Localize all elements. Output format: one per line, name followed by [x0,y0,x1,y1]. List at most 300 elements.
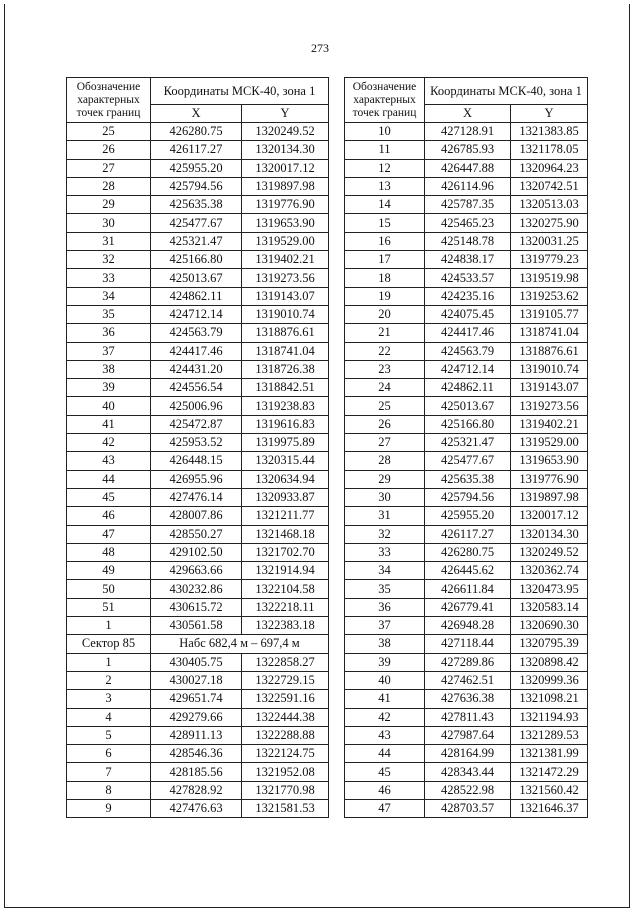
point-id-cell: 18 [345,269,425,287]
y-coordinate-cell: 1322218.11 [242,598,329,616]
table-row [345,251,588,269]
y-coordinate-cell: 1319529.00 [511,434,588,452]
table-row [345,415,588,433]
table-row [67,799,329,817]
point-id-cell: 15 [345,214,425,232]
x-coordinate-cell: 426948.28 [425,617,511,635]
x-coordinate-cell: 428343.44 [425,763,511,781]
point-id-cell: 43 [67,452,151,470]
y-coordinate-cell: 1320362.74 [511,562,588,580]
x-coordinate-cell: 425148.78 [425,232,511,250]
point-id-cell: 7 [67,763,151,781]
y-coordinate-cell: 1319616.83 [242,415,329,433]
y-coordinate-cell: 1321178.05 [511,141,588,159]
y-coordinate-cell: 1320742.51 [511,177,588,195]
point-id-cell: 46 [67,507,151,525]
y-coordinate-cell: 1319975.89 [242,434,329,452]
y-coordinate-cell: 1319238.83 [242,397,329,415]
table-row [345,305,588,323]
point-id-cell: 36 [67,324,151,342]
point-id-cell: 32 [345,525,425,543]
table-row [345,598,588,616]
point-id-cell: 27 [67,159,151,177]
table-row [345,799,588,817]
point-id-cell: 8 [67,781,151,799]
y-coordinate-cell: 1320513.03 [511,196,588,214]
y-coordinate-cell: 1321383.85 [511,123,588,141]
table-row [67,543,329,561]
page-number: 273 [311,41,329,55]
y-coordinate-cell: 1318741.04 [511,324,588,342]
point-id-cell: 9 [67,799,151,817]
coordinates-table-right [344,77,588,818]
x-coordinate-cell: 428007.86 [151,507,242,525]
x-coordinate-cell: 427987.64 [425,726,511,744]
y-coordinate-cell: 1321194.93 [511,708,588,726]
point-id-cell: 25 [67,123,151,141]
point-id-cell: 28 [345,452,425,470]
x-coordinate-cell: 425955.20 [151,159,242,177]
point-id-cell: 20 [345,305,425,323]
table-row [67,141,329,159]
y-coordinate-cell: 1321581.53 [242,799,329,817]
x-coordinate-cell: 424075.45 [425,305,511,323]
y-coordinate-cell: 1321468.18 [242,525,329,543]
point-id-cell: 33 [345,543,425,561]
y-coordinate-cell: 1321702.70 [242,543,329,561]
y-coordinate-cell: 1320249.52 [511,543,588,561]
point-id-cell: 50 [67,580,151,598]
x-coordinate-cell: 428546.36 [151,745,242,763]
x-coordinate-cell: 426114.96 [425,177,511,195]
x-coordinate-cell: 424563.79 [151,324,242,342]
x-coordinate-cell: 429102.50 [151,543,242,561]
point-id-cell: 47 [345,799,425,817]
table-row [345,470,588,488]
table-row [67,232,329,250]
point-id-cell: 5 [67,726,151,744]
sector-row [67,635,329,653]
point-id-cell: 24 [345,379,425,397]
table-row [67,525,329,543]
table-row [345,397,588,415]
point-id-cell: 29 [67,196,151,214]
x-coordinate-cell: 425635.38 [151,196,242,214]
y-coordinate-cell: 1322729.15 [242,671,329,689]
x-coordinate-cell: 430405.75 [151,653,242,671]
x-coordinate-cell: 426280.75 [151,123,242,141]
point-id-cell: 40 [67,397,151,415]
x-coordinate-cell: 427462.51 [425,671,511,689]
table-row [345,177,588,195]
x-coordinate-cell: 430027.18 [151,671,242,689]
point-id-cell: 32 [67,251,151,269]
point-id-cell: 44 [67,470,151,488]
y-coordinate-cell: 1319402.21 [242,251,329,269]
x-coordinate-cell: 425477.67 [425,452,511,470]
table-row [67,360,329,378]
y-coordinate-cell: 1321472.29 [511,763,588,781]
x-coordinate-cell: 428550.27 [151,525,242,543]
y-coordinate-cell: 1319897.98 [511,488,588,506]
table-row [345,159,588,177]
table-row [345,269,588,287]
y-coordinate-cell: 1319273.56 [511,397,588,415]
point-id-cell: 39 [345,653,425,671]
x-coordinate-cell: 430615.72 [151,598,242,616]
table-row [67,507,329,525]
point-id-cell: 35 [345,580,425,598]
y-coordinate-cell: 1322288.88 [242,726,329,744]
y-coordinate-cell: 1319653.90 [511,452,588,470]
table-row [345,196,588,214]
y-coordinate-cell: 1322383.18 [242,617,329,635]
table-row [67,287,329,305]
table-row [345,360,588,378]
y-coordinate-cell: 1318876.61 [242,324,329,342]
table-row [345,562,588,580]
y-coordinate-cell: 1322591.16 [242,690,329,708]
x-coordinate-cell: 426117.27 [151,141,242,159]
table-row [67,452,329,470]
x-coordinate-cell: 428911.13 [151,726,242,744]
y-coordinate-cell: 1319402.21 [511,415,588,433]
point-id-cell: 34 [67,287,151,305]
table-row [345,488,588,506]
y-coordinate-cell: 1321289.53 [511,726,588,744]
table-row [67,123,329,141]
designation-header: Обозначение характерных точек границ [67,78,151,123]
point-id-cell: 2 [67,671,151,689]
y-coordinate-cell: 1320634.94 [242,470,329,488]
table-row [67,324,329,342]
point-id-cell: 1 [67,653,151,671]
y-coordinate-cell: 1320473.95 [511,580,588,598]
x-coordinate-cell: 425321.47 [425,434,511,452]
table-row [345,580,588,598]
x-coordinate-cell: 425794.56 [151,177,242,195]
x-coordinate-cell: 424712.14 [425,360,511,378]
point-id-cell: 48 [67,543,151,561]
table-row [67,159,329,177]
point-id-cell: 51 [67,598,151,616]
point-id-cell: 41 [345,690,425,708]
x-coordinate-cell: 430561.58 [151,617,242,635]
point-id-cell: 26 [67,141,151,159]
table-row [345,525,588,543]
x-coordinate-cell: 424417.46 [151,342,242,360]
x-coordinate-cell: 425477.67 [151,214,242,232]
point-id-cell: 39 [67,379,151,397]
point-id-cell: 4 [67,708,151,726]
x-coordinate-cell: 426447.88 [425,159,511,177]
y-coordinate-cell: 1318726.38 [242,360,329,378]
x-coordinate-cell: 426445.62 [425,562,511,580]
y-coordinate-cell: 1320933.87 [242,488,329,506]
x-coordinate-cell: 424533.57 [425,269,511,287]
x-coordinate-cell: 428164.99 [425,745,511,763]
y-coordinate-cell: 1319653.90 [242,214,329,232]
table-row [67,196,329,214]
x-coordinate-cell: 424417.46 [425,324,511,342]
point-id-cell: 38 [345,635,425,653]
table-row [67,251,329,269]
table-row [345,671,588,689]
table-row [67,397,329,415]
y-coordinate-cell: 1322444.38 [242,708,329,726]
y-coordinate-cell: 1320134.30 [242,141,329,159]
y-coordinate-cell: 1319519.98 [511,269,588,287]
point-id-cell: 26 [345,415,425,433]
x-coordinate-cell: 424712.14 [151,305,242,323]
designation-header: Обозначение характерных точек границ [345,78,425,123]
point-id-cell: 10 [345,123,425,141]
table-row [345,141,588,159]
x-coordinate-cell: 425013.67 [425,397,511,415]
y-coordinate-cell: 1321211.77 [242,507,329,525]
x-coordinate-cell: 428522.98 [425,781,511,799]
x-coordinate-cell: 426448.15 [151,452,242,470]
y-coordinate-cell: 1319776.90 [511,470,588,488]
x-coordinate-cell: 426280.75 [425,543,511,561]
table-row [345,635,588,653]
table-row [67,598,329,616]
y-coordinate-cell: 1320275.90 [511,214,588,232]
table-row [67,617,329,635]
table-row [345,690,588,708]
table-row [345,434,588,452]
table-row [345,232,588,250]
coordinates-header: Координаты МСК-40, зона 1 [425,78,588,105]
point-id-cell: 45 [67,488,151,506]
x-column-header: X [151,105,242,123]
y-coordinate-cell: 1318741.04 [242,342,329,360]
sector-height-range: Набс 682,4 м – 697,4 м [151,635,329,653]
y-coordinate-cell: 1319776.90 [242,196,329,214]
x-coordinate-cell: 429663.66 [151,562,242,580]
point-id-cell: 22 [345,342,425,360]
point-id-cell: 45 [345,763,425,781]
x-coordinate-cell: 427128.91 [425,123,511,141]
x-coordinate-cell: 427118.44 [425,635,511,653]
y-coordinate-cell: 1319010.74 [511,360,588,378]
y-coordinate-cell: 1319010.74 [242,305,329,323]
table-row [67,342,329,360]
point-id-cell: 41 [67,415,151,433]
point-id-cell: 30 [345,488,425,506]
y-coordinate-cell: 1322104.58 [242,580,329,598]
y-coordinate-cell: 1320017.12 [242,159,329,177]
point-id-cell: 44 [345,745,425,763]
y-coordinate-cell: 1320134.30 [511,525,588,543]
x-coordinate-cell: 425006.96 [151,397,242,415]
y-coordinate-cell: 1322858.27 [242,653,329,671]
x-coordinate-cell: 425321.47 [151,232,242,250]
coordinates-header: Координаты МСК-40, зона 1 [151,78,329,105]
y-coordinate-cell: 1320583.14 [511,598,588,616]
table-row [345,123,588,141]
y-coordinate-cell: 1319143.07 [511,379,588,397]
table-row [345,708,588,726]
table-row [345,287,588,305]
table-row [67,305,329,323]
x-coordinate-cell: 424556.54 [151,379,242,397]
point-id-cell: 38 [67,360,151,378]
y-coordinate-cell: 1321914.94 [242,562,329,580]
point-id-cell: 37 [345,617,425,635]
table-row [345,726,588,744]
table-row [345,507,588,525]
y-coordinate-cell: 1320249.52 [242,123,329,141]
point-id-cell: 30 [67,214,151,232]
y-coordinate-cell: 1321560.42 [511,781,588,799]
x-coordinate-cell: 427476.63 [151,799,242,817]
x-coordinate-cell: 426955.96 [151,470,242,488]
point-id-cell: 31 [345,507,425,525]
y-coordinate-cell: 1318842.51 [242,379,329,397]
y-coordinate-cell: 1319529.00 [242,232,329,250]
x-coordinate-cell: 425953.52 [151,434,242,452]
x-coordinate-cell: 424235.16 [425,287,511,305]
table-row [345,543,588,561]
y-coordinate-cell: 1321770.98 [242,781,329,799]
point-id-cell: 14 [345,196,425,214]
x-column-header: X [425,105,511,123]
point-id-cell: 27 [345,434,425,452]
table-row [67,580,329,598]
right-rows [345,123,588,818]
point-id-cell: 13 [345,177,425,195]
table-row [345,781,588,799]
x-coordinate-cell: 425166.80 [151,251,242,269]
y-coordinate-cell: 1321646.37 [511,799,588,817]
table-row [67,379,329,397]
x-coordinate-cell: 429279.66 [151,708,242,726]
point-id-cell: 49 [67,562,151,580]
x-coordinate-cell: 426785.93 [425,141,511,159]
y-coordinate-cell: 1319273.56 [242,269,329,287]
y-coordinate-cell: 1321381.99 [511,745,588,763]
y-coordinate-cell: 1322124.75 [242,745,329,763]
x-coordinate-cell: 426117.27 [425,525,511,543]
point-id-cell: 37 [67,342,151,360]
point-id-cell: 1 [67,617,151,635]
y-coordinate-cell: 1320315.44 [242,452,329,470]
y-coordinate-cell: 1320031.25 [511,232,588,250]
table-row [67,745,329,763]
left-rows-part2 [67,653,329,818]
point-id-cell: 29 [345,470,425,488]
table-row [67,177,329,195]
point-id-cell: 42 [67,434,151,452]
x-coordinate-cell: 427476.14 [151,488,242,506]
table-row [67,269,329,287]
table-row [345,617,588,635]
point-id-cell: 3 [67,690,151,708]
y-coordinate-cell: 1320017.12 [511,507,588,525]
point-id-cell: 17 [345,251,425,269]
table-row [345,745,588,763]
x-coordinate-cell: 425472.87 [151,415,242,433]
y-coordinate-cell: 1319779.23 [511,251,588,269]
y-coordinate-cell: 1320690.30 [511,617,588,635]
point-id-cell: 34 [345,562,425,580]
table-row [345,342,588,360]
x-coordinate-cell: 427811.43 [425,708,511,726]
table-row [345,763,588,781]
y-coordinate-cell: 1320964.23 [511,159,588,177]
point-id-cell: 6 [67,745,151,763]
table-row [345,653,588,671]
x-coordinate-cell: 427636.38 [425,690,511,708]
table-row [67,562,329,580]
point-id-cell: 31 [67,232,151,250]
y-coordinate-cell: 1318876.61 [511,342,588,360]
y-coordinate-cell: 1321952.08 [242,763,329,781]
point-id-cell: 42 [345,708,425,726]
sector-label: Сектор 85 [67,635,151,653]
x-coordinate-cell: 425794.56 [425,488,511,506]
x-coordinate-cell: 424563.79 [425,342,511,360]
x-coordinate-cell: 425955.20 [425,507,511,525]
point-id-cell: 43 [345,726,425,744]
x-coordinate-cell: 428185.56 [151,763,242,781]
x-coordinate-cell: 425166.80 [425,415,511,433]
table-row [345,452,588,470]
point-id-cell: 19 [345,287,425,305]
point-id-cell: 23 [345,360,425,378]
x-coordinate-cell: 426611.84 [425,580,511,598]
x-coordinate-cell: 428703.57 [425,799,511,817]
table-row [67,726,329,744]
y-coordinate-cell: 1321098.21 [511,690,588,708]
y-coordinate-cell: 1319143.07 [242,287,329,305]
x-coordinate-cell: 424862.11 [151,287,242,305]
point-id-cell: 35 [67,305,151,323]
point-id-cell: 12 [345,159,425,177]
table-row [345,214,588,232]
left-rows-part1 [67,123,329,635]
point-id-cell: 25 [345,397,425,415]
point-id-cell: 21 [345,324,425,342]
x-coordinate-cell: 427289.86 [425,653,511,671]
point-id-cell: 16 [345,232,425,250]
y-coordinate-cell: 1320795.39 [511,635,588,653]
table-row [345,324,588,342]
x-coordinate-cell: 429651.74 [151,690,242,708]
x-coordinate-cell: 425635.38 [425,470,511,488]
table-row [345,379,588,397]
x-coordinate-cell: 427828.92 [151,781,242,799]
table-row [67,763,329,781]
table-row [67,470,329,488]
point-id-cell: 36 [345,598,425,616]
x-coordinate-cell: 430232.86 [151,580,242,598]
x-coordinate-cell: 424862.11 [425,379,511,397]
table-row [67,708,329,726]
coordinates-table-left [66,77,329,818]
table-row [67,690,329,708]
table-row [67,214,329,232]
x-coordinate-cell: 424431.20 [151,360,242,378]
point-id-cell: 40 [345,671,425,689]
point-id-cell: 33 [67,269,151,287]
x-coordinate-cell: 425013.67 [151,269,242,287]
y-coordinate-cell: 1319897.98 [242,177,329,195]
point-id-cell: 11 [345,141,425,159]
table-row [67,434,329,452]
table-row [67,781,329,799]
